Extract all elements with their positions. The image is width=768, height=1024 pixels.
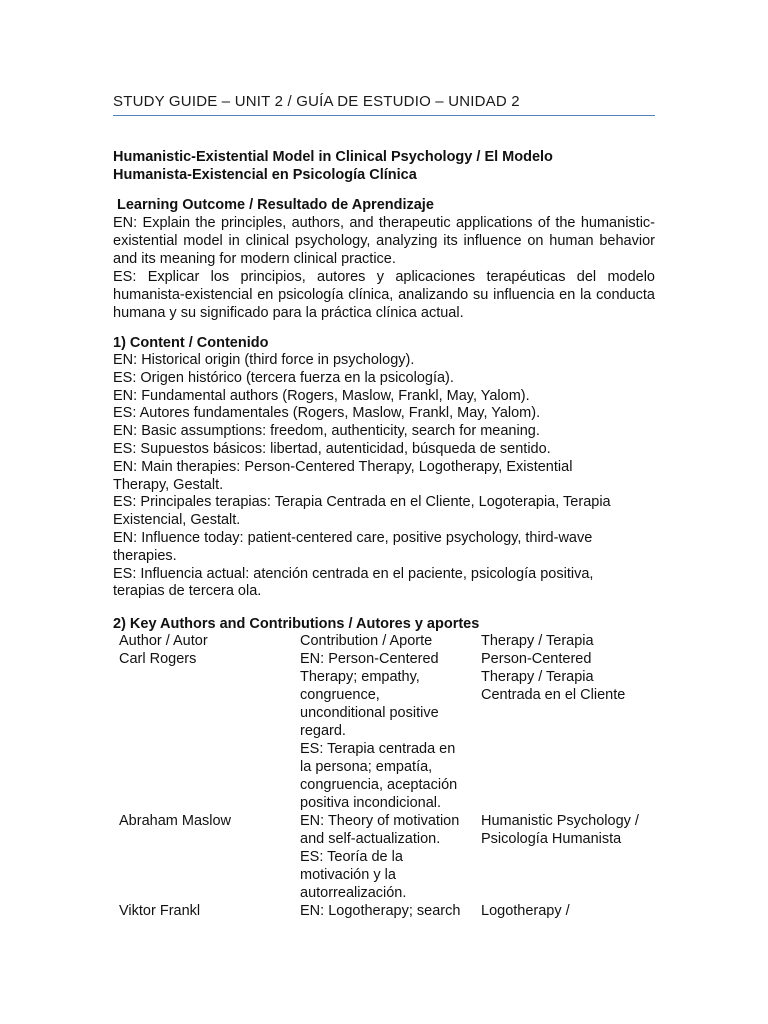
header-divider [113, 115, 655, 116]
cell-line: EN: Person-Centered [300, 651, 439, 667]
content-line: EN: Main therapies: Person-Centered Therapy, Logotherapy, Existential [113, 458, 573, 475]
learning-outcome-heading: Learning Outcome / Resultado de Aprendizaje [117, 197, 434, 213]
cell-line: Viktor Frankl [119, 903, 201, 919]
column-header-author: Author / Autor [119, 633, 208, 649]
table-header-row [119, 632, 655, 650]
cell-line: congruence, [300, 687, 380, 703]
cell-line: Carl Rogers [119, 651, 197, 667]
cell-line: positiva incondicional. [300, 795, 442, 811]
cell-line: regard. [300, 723, 346, 739]
cell-line: Humanistic Psychology / [481, 813, 639, 829]
contribution-cell [300, 812, 481, 902]
content-line: ES: Autores fundamentales (Rogers, Maslow, Frankl, May, Yalom). [113, 405, 541, 422]
header-title: STUDY GUIDE – UNIT 2 / GUÍA DE ESTUDIO – UNIDAD 2 [113, 93, 520, 110]
document-title-line: Humanistic-Existential Model in Clinical Psychology / El Modelo [113, 149, 553, 165]
content-line: EN: Historical origin (third force in psychology). [113, 352, 415, 368]
content-list [113, 352, 655, 601]
cell-line: la persona; empatía, [300, 759, 433, 775]
column-header-therapy: Therapy / Terapia [481, 633, 594, 649]
cell-line: Abraham Maslow [119, 813, 232, 829]
contribution-cell [300, 650, 481, 812]
content-line: EN: Influence today: patient-centered care, positive psychology, third-wave [113, 529, 593, 546]
content-line: ES: Influencia actual: atención centrada en el paciente, psicología positiva, [113, 565, 594, 582]
cell-line: Psicología Humanista [481, 831, 622, 847]
therapy-cell [481, 812, 655, 848]
author-cell [119, 902, 300, 920]
content-line: therapies. [113, 547, 177, 564]
cell-line: EN: Logotherapy; search [300, 903, 461, 919]
therapy-cell [481, 902, 655, 920]
cell-line: Logotherapy / [481, 903, 570, 919]
content-line: ES: Supuestos básicos: libertad, autenticidad, búsqueda de sentido. [113, 440, 551, 457]
content-line: EN: Fundamental authors (Rogers, Maslow, Frankl, May, Yalom). [113, 387, 530, 404]
authors-section-heading: 2) Key Authors and Contributions / Autores y aportes [113, 616, 480, 632]
cell-line: Centrada en el Cliente [481, 687, 626, 703]
content-line: EN: Basic assumptions: freedom, authenticity, search for meaning. [113, 423, 540, 440]
learning-outcome-en: EN: Explain the principles, authors, and therapeutic applications of the humanistic-existential model in clinical psychology, analyzing its influence on human behavior and its meaning for modern clinical practice. [113, 215, 655, 267]
document-title [113, 148, 655, 184]
cell-line: Therapy / Terapia [481, 669, 594, 685]
contribution-cell [300, 902, 481, 920]
content-line: terapias de tercera ola. [113, 583, 262, 600]
content-line: Existencial, Gestalt. [113, 512, 241, 529]
table-row [119, 812, 655, 902]
therapy-cell [481, 650, 655, 704]
authors-table [119, 632, 655, 920]
column-header-contribution: Contribution / Aporte [300, 633, 433, 649]
cell-line: and self-actualization. [300, 831, 441, 847]
author-cell [119, 812, 300, 830]
content-line: ES: Origen histórico (tercera fuerza en la psicología). [113, 369, 454, 386]
content-section-heading: 1) Content / Contenido [113, 335, 269, 351]
cell-line: ES: Teoría de la [300, 849, 403, 865]
learning-outcome-body [113, 214, 655, 322]
cell-line: Person-Centered [481, 651, 592, 667]
cell-line: ES: Terapia centrada en [300, 741, 456, 757]
cell-line: motivación y la [300, 867, 396, 883]
document-title-line: Humanista-Existencial en Psicología Clínica [113, 167, 417, 183]
learning-outcome-es: ES: Explicar los principios, autores y aplicaciones terapéuticas del modelo humanista-existencial en psicología clínica, analizando su influencia en la conducta humana y su significado para la práctica clínica actual. [113, 269, 655, 321]
cell-line: autorrealización. [300, 885, 407, 901]
table-row [119, 902, 655, 920]
content-line: ES: Principales terapias: Terapia Centrada en el Cliente, Logoterapia, Terapia [113, 494, 611, 511]
cell-line: EN: Theory of motivation [300, 813, 460, 829]
cell-line: congruencia, aceptación [300, 777, 458, 793]
cell-line: Therapy; empathy, [300, 669, 420, 685]
table-row [119, 650, 655, 812]
content-line: Therapy, Gestalt. [113, 476, 224, 493]
cell-line: unconditional positive [300, 705, 439, 721]
author-cell [119, 650, 300, 668]
